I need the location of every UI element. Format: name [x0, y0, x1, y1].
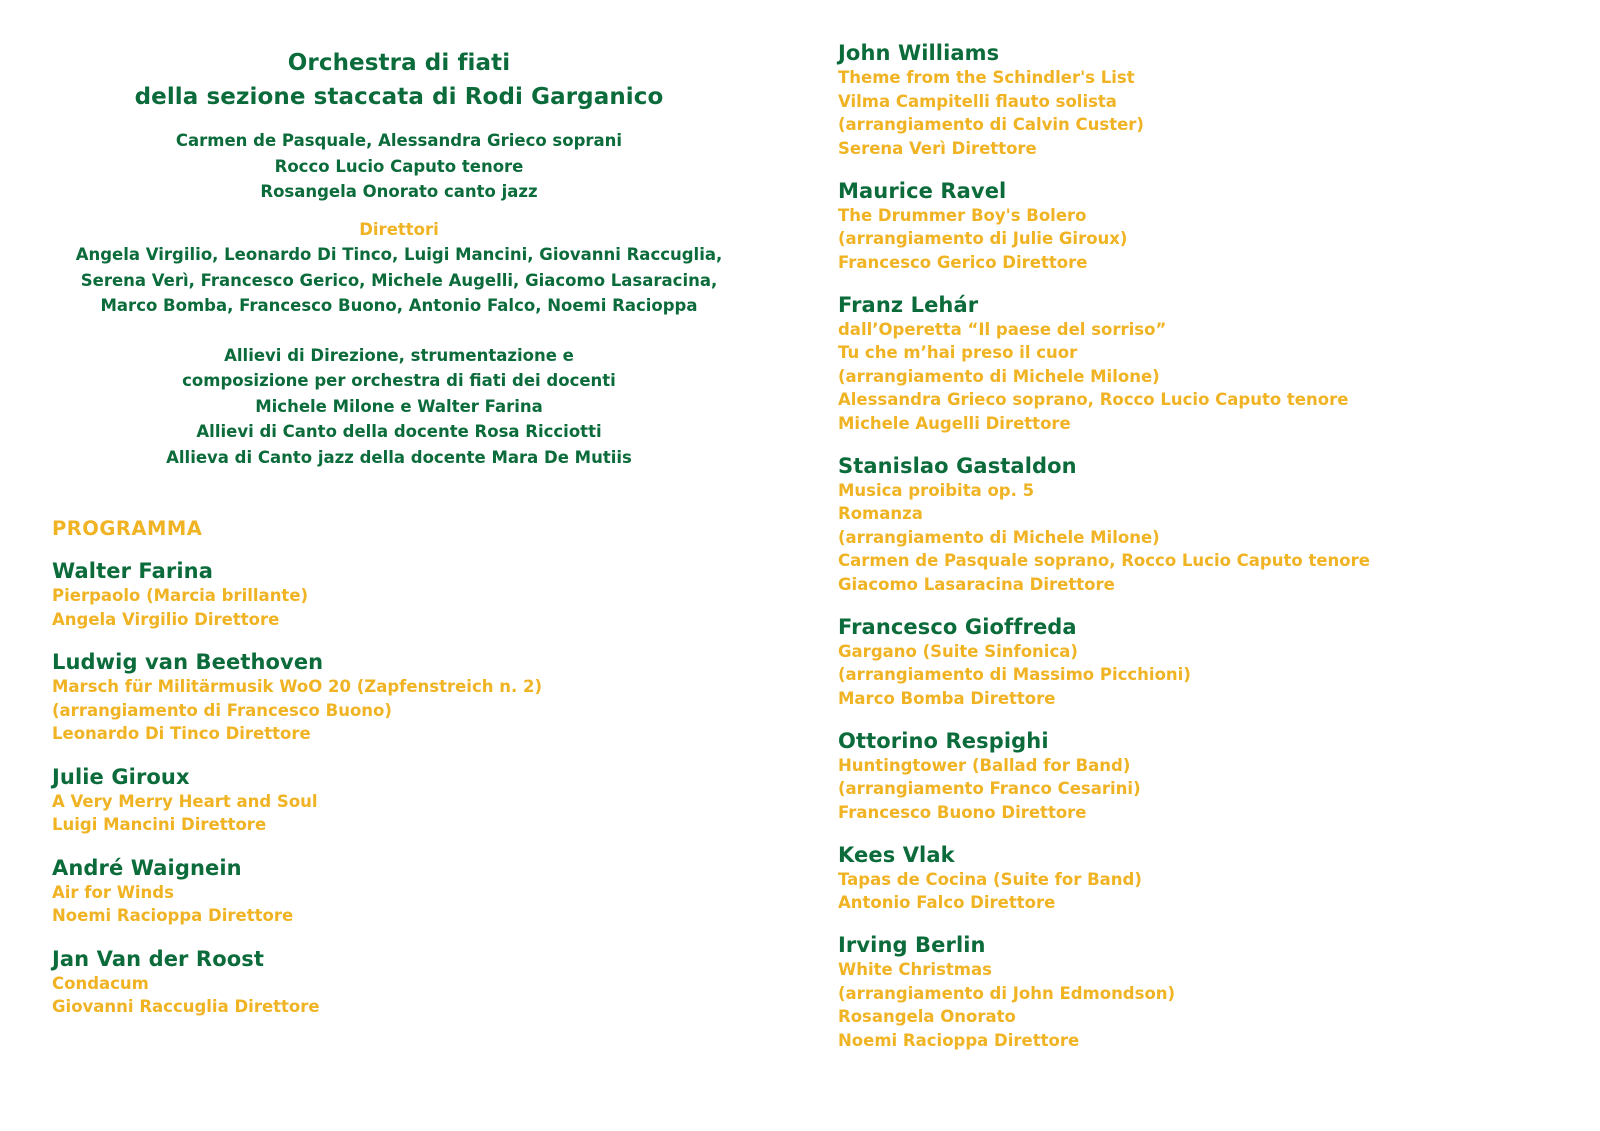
ensemble-title-line: Orchestra di fiati	[287, 50, 511, 76]
piece-detail: (arrangiamento di Michele Milone)	[838, 366, 1160, 386]
piece-detail: (arrangiamento di Michele Milone)	[838, 527, 1160, 547]
program-piece	[838, 292, 1568, 436]
soloist-line: Rosangela Onorato canto jazz	[260, 182, 538, 201]
programma-list-right	[838, 40, 1568, 1070]
directors-line: Angela Virgilio, Leonardo Di Tinco, Luigi Mancini, Giovanni Raccuglia,	[75, 245, 723, 264]
programma-list-left	[52, 558, 762, 1019]
composer-name: Franz Lehár	[838, 292, 979, 317]
directors-line: Marco Bomba, Francesco Buono, Antonio Falco, Noemi Racioppa	[100, 296, 698, 315]
students-line: composizione per orchestra di fiati dei docenti	[182, 371, 616, 390]
piece-detail: Leonardo Di Tinco Direttore	[52, 724, 311, 743]
piece-detail: Rosangela Onorato	[838, 1007, 1016, 1026]
piece-detail: Air for Winds	[52, 882, 174, 902]
soloists-block	[44, 128, 754, 205]
program-piece	[52, 558, 762, 631]
composer-name: Stanislao Gastaldon	[838, 453, 1077, 478]
piece-detail: Theme from the Schindler's List	[838, 68, 1135, 87]
piece-detail: Alessandra Grieco soprano, Rocco Lucio Caputo tenore	[838, 390, 1349, 409]
students-line: Michele Milone e Walter Farina	[255, 396, 543, 416]
directors-line: Serena Verì, Francesco Gerico, Michele Augelli, Giacomo Lasaracina,	[80, 270, 718, 290]
piece-detail: Antonio Falco Direttore	[838, 893, 1056, 912]
composer-name: Jan Van der Roost	[52, 946, 264, 971]
piece-detail: Noemi Racioppa Direttore	[52, 906, 294, 925]
piece-detail: Angela Virgilio Direttore	[52, 609, 280, 629]
students-line: Allievi di Direzione, strumentazione e	[224, 345, 574, 365]
piece-detail: Giacomo Lasaracina Direttore	[838, 574, 1115, 594]
program-piece	[52, 649, 762, 746]
directors-heading: Direttori	[359, 219, 439, 239]
piece-detail: Luigi Mancini Direttore	[52, 815, 267, 834]
piece-detail: The Drummer Boy's Bolero	[838, 205, 1087, 225]
composer-name: Francesco Gioffreda	[838, 614, 1077, 639]
ensemble-title-line: della sezione staccata di Rodi Garganico	[134, 84, 664, 110]
piece-detail: Vilma Campitelli flauto solista	[838, 91, 1117, 111]
directors-list	[44, 242, 754, 319]
piece-detail: Pierpaolo (Marcia brillante)	[52, 586, 309, 605]
program-piece	[838, 40, 1568, 160]
piece-detail: Tapas de Cocina (Suite for Band)	[838, 869, 1142, 889]
piece-detail: A Very Merry Heart and Soul	[52, 791, 318, 811]
piece-detail: Condacum	[52, 973, 149, 993]
piece-detail: Carmen de Pasquale soprano, Rocco Lucio Caputo tenore	[838, 551, 1370, 570]
composer-name: Irving Berlin	[838, 933, 986, 957]
composer-name: John Williams	[838, 41, 1000, 65]
piece-detail: Noemi Racioppa Direttore	[838, 1030, 1080, 1050]
piece-detail: Gargano (Suite Sinfonica)	[838, 641, 1078, 661]
program-piece	[838, 842, 1568, 915]
piece-detail: (arrangiamento di Calvin Custer)	[838, 115, 1144, 134]
program-piece	[52, 855, 762, 928]
soloist-line: Carmen de Pasquale, Alessandra Grieco soprani	[175, 131, 623, 150]
ensemble-title	[44, 46, 754, 114]
piece-detail: (arrangiamento Franco Cesarini)	[838, 779, 1141, 798]
programma-heading: PROGRAMMA	[52, 517, 203, 540]
piece-detail: White Christmas	[838, 960, 992, 979]
program-piece	[838, 178, 1568, 275]
soloist-line: Rocco Lucio Caputo tenore	[274, 156, 524, 176]
piece-detail: Marco Bomba Direttore	[838, 688, 1056, 708]
piece-detail: Giovanni Raccuglia Direttore	[52, 997, 320, 1016]
piece-detail: (arrangiamento di Massimo Picchioni)	[838, 665, 1191, 684]
composer-name: Ottorino Respighi	[838, 728, 1049, 753]
composer-name: Walter Farina	[52, 559, 213, 583]
piece-detail: (arrangiamento di Julie Giroux)	[838, 229, 1128, 248]
program-piece	[838, 728, 1568, 825]
piece-detail: Marsch für Militärmusik WoO 20 (Zapfenstreich n. 2)	[52, 677, 543, 696]
ensemble-header	[44, 46, 754, 470]
program-piece	[838, 932, 1568, 1052]
piece-detail: Romanza	[838, 504, 923, 523]
composer-name: André Waignein	[52, 855, 242, 880]
left-column	[52, 46, 762, 1037]
composer-name: Maurice Ravel	[838, 178, 1007, 203]
students-block	[44, 343, 754, 471]
piece-detail: Huntingtower (Ballad for Band)	[838, 755, 1131, 775]
piece-detail: Tu che m’hai preso il cuor	[838, 343, 1078, 362]
composer-name: Julie Giroux	[52, 764, 190, 789]
piece-detail: (arrangiamento di John Edmondson)	[838, 983, 1176, 1003]
composer-name: Kees Vlak	[838, 842, 955, 867]
composer-name: Ludwig van Beethoven	[52, 650, 324, 674]
piece-detail: (arrangiamento di Francesco Buono)	[52, 700, 392, 720]
piece-detail: Musica proibita op. 5	[838, 480, 1035, 500]
program-piece	[52, 764, 762, 837]
program-piece	[838, 614, 1568, 711]
piece-detail: Serena Verì Direttore	[838, 138, 1037, 158]
piece-detail: Michele Augelli Direttore	[838, 413, 1071, 433]
students-line: Allievi di Canto della docente Rosa Ricciotti	[196, 422, 602, 441]
program-piece	[52, 946, 762, 1019]
piece-detail: dall’Operetta “Il paese del sorriso”	[838, 319, 1167, 339]
students-line: Allieva di Canto jazz della docente Mara De Mutiis	[166, 447, 632, 467]
program-piece	[838, 453, 1568, 597]
piece-detail: Francesco Gerico Direttore	[838, 252, 1088, 272]
piece-detail: Francesco Buono Direttore	[838, 802, 1087, 822]
